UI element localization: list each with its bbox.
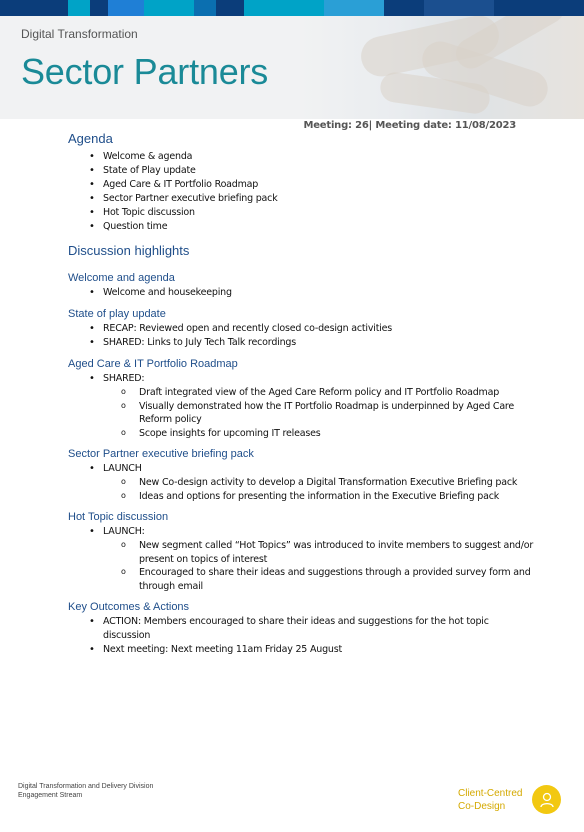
sub-bullet-item: o Encouraged to share their ideas and suggestions through a provided survey form and through email [68, 566, 538, 593]
footer-program [458, 787, 522, 813]
agenda-list [68, 150, 538, 234]
section-heading: Hot Topic discussion [68, 511, 169, 523]
section-bullet-list [68, 525, 538, 593]
section-bullet-list [68, 286, 538, 300]
sub-bullet-item: o New segment called “Hot Topics” was introduced to invite members to suggest and/or present on topics of interest [68, 539, 538, 566]
agenda-item: • Hot Topic discussion [68, 206, 538, 220]
agenda-item: • Question time [68, 220, 538, 234]
bullet-item: • Next meeting: Next meeting 11am Friday 25 August [68, 643, 538, 657]
section-bullet-list [68, 372, 538, 440]
top-color-bar [0, 0, 584, 16]
sub-bullet-item: o Scope insights for upcoming IT releases [68, 427, 538, 441]
minutes-body [68, 131, 538, 657]
agenda-item: • Welcome & agenda [68, 150, 538, 164]
bullet-item: • SHARED: [68, 372, 538, 386]
agenda-item: • Aged Care & IT Portfolio Roadmap [68, 178, 538, 192]
footer-program-line2: Co-Design [458, 801, 506, 812]
footer-division-line1: Digital Transformation and Delivery Division [18, 783, 154, 790]
section-heading: State of play update [68, 308, 166, 320]
header-banner [0, 16, 584, 119]
page-title: Sector Partners [21, 51, 269, 92]
bullet-item: • ACTION: Members encouraged to share their ideas and suggestions for the hot topic discussion [68, 615, 538, 643]
bullet-item: • LAUNCH: [68, 525, 538, 539]
footer-division [18, 782, 153, 800]
header-kicker: Digital Transformation [21, 27, 138, 41]
sub-bullet-item: o Ideas and options for presenting the information in the Executive Briefing pack [68, 490, 538, 504]
section-heading: Welcome and agenda [68, 272, 175, 284]
bullet-item: • SHARED: Links to July Tech Talk recordings [68, 336, 538, 350]
footer-program-line1: Client-Centred [458, 788, 523, 799]
discussion-highlights-heading: Discussion highlights [68, 243, 190, 258]
discussion-sections [68, 272, 538, 657]
footer-division-line2: Engagement Stream [18, 792, 83, 799]
agenda-item: • State of Play update [68, 164, 538, 178]
agenda-item: • Sector Partner executive briefing pack [68, 192, 538, 206]
section-heading: Key Outcomes & Actions [68, 601, 190, 613]
bullet-item: • RECAP: Reviewed open and recently closed co-design activities [68, 322, 538, 336]
bullet-item: • Welcome and housekeeping [68, 286, 538, 300]
section-bullet-list [68, 615, 538, 657]
person-icon [532, 785, 561, 814]
sub-bullet-item: o Draft integrated view of the Aged Care Reform policy and IT Portfolio Roadmap [68, 386, 538, 400]
agenda-heading: Agenda [68, 131, 113, 146]
sub-bullet-item: o New Co-design activity to develop a Digital Transformation Executive Briefing pack [68, 476, 538, 490]
section-bullet-list [68, 322, 538, 350]
section-heading: Aged Care & IT Portfolio Roadmap [68, 358, 238, 370]
section-bullet-list [68, 462, 538, 503]
meeting-info: Meeting: 26| Meeting date: 11/08/2023 [303, 120, 516, 131]
section-heading: Sector Partner executive briefing pack [68, 448, 254, 460]
sub-bullet-item: o Visually demonstrated how the IT Portfolio Roadmap is underpinned by Aged Care Reform policy [68, 400, 538, 427]
header-hands-photo [300, 16, 584, 119]
bullet-item: • LAUNCH [68, 462, 538, 476]
